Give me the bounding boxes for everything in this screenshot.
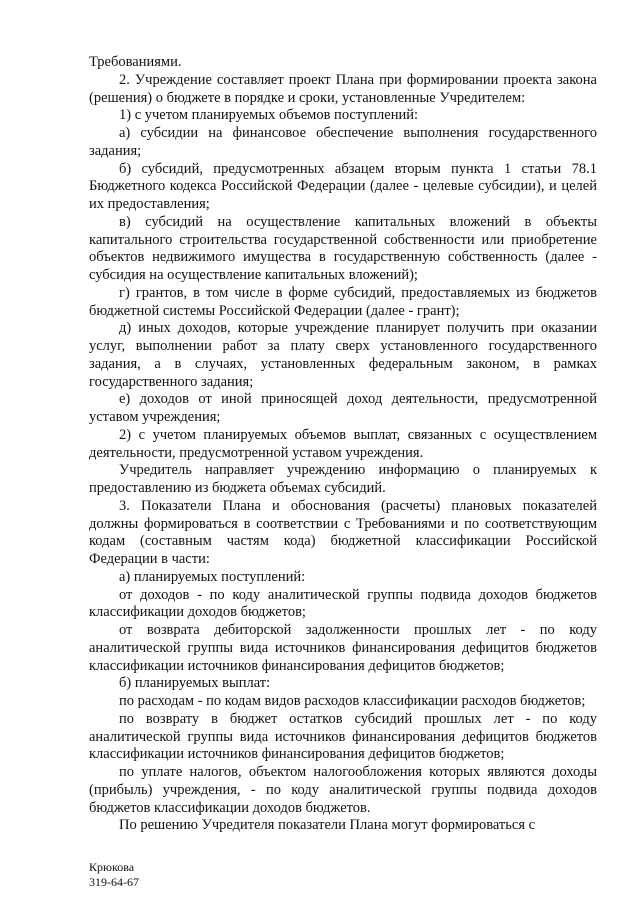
paragraph-16: б) планируемых выплат: [119,675,271,692]
paragraph-1: Требованиями. [89,54,182,70]
paragraph-18: по возврату в бюджет остатков субсидий прошлых лет - по коду аналитической группы вида источников финансирования дефицитов бюджетов классификации источников финансирования дефицитов бюджетов; [89,710,597,763]
paragraph-13: а) планируемых поступлений: [119,568,306,585]
paragraph-9: е) доходов от иной приносящей доход деятельности, предусмотренной уставом учреждения; [89,391,597,425]
paragraph-3: 1) с учетом планируемых объемов поступлений: [119,107,418,124]
document-body [89,54,597,835]
paragraph-11: Учредитель направляет учреждению информацию о планируемых к предоставлению из бюджета объемах субсидий. [89,462,597,496]
paragraph-4: а) субсидии на финансовое обеспечение выполнения государственного задания; [89,125,597,159]
paragraph-14: от доходов - по коду аналитической группы подвида доходов бюджетов классификации доходов бюджетов; [89,586,597,621]
paragraph-15: от возврата дебиторской задолженности прошлых лет - по коду аналитической группы вида источников финансирования дефицитов бюджетов классификации источников финансирования дефицитов бюджетов; [89,622,597,674]
footer-executor-name: Крюкова [89,860,135,874]
paragraph-19: по уплате налогов, объектом налогообложения которых являются доходы (прибыль) учреждения, - по коду аналитической группы подвида доходов бюджетов классификации доходов бюджетов. [89,764,597,816]
paragraph-20: По решению Учредителя показатели Плана могут формироваться с [119,817,536,834]
paragraph-12: 3. Показатели Плана и обоснования (расчеты) плановых показателей должны формироваться в соответствии с Требованиями и по соответствующим кодам (составным частям кода) бюджетной классификации Российской Федерации в части: [89,497,597,567]
paragraph-17: по расходам - по кодам видов расходов классификации расходов бюджетов; [119,693,586,709]
paragraph-7: г) грантов, в том числе в форме субсидий, предоставляемых из бюджетов бюджетной системы Российской Федерации (далее - грант); [89,284,597,319]
paragraph-5: б) субсидий, предусмотренных абзацем вторым пункта 1 статьи 78.1 Бюджетного кодекса Российской Федерации (далее - целевые субсидии), и целей их предоставления; [89,160,597,212]
footer-executor-phone: 319-64-67 [89,875,139,889]
paragraph-10: 2) с учетом планируемых объемов выплат, связанных с осуществлением деятельности, предусмотренной уставом учреждения. [89,426,597,461]
paragraph-2: 2. Учреждение составляет проект Плана при формировании проекта закона (решения) о бюджете в порядке и сроки, установленные Учредителем: [89,71,597,106]
paragraph-8: д) иных доходов, которые учреждение планирует получить при оказании услуг, выполнении работ за плату сверх установленного государственного задания, а в случаях, установленных федеральным законом, в рамках государственного задания; [89,320,597,390]
document-footer [89,860,139,890]
paragraph-6: в) субсидий на осуществление капитальных вложений в объекты капитального строительства государственной собственности или приобретение объектов недвижимого имущества в государственную собственность (далее - субсидия на осуществление капитальных вложений); [89,213,597,283]
